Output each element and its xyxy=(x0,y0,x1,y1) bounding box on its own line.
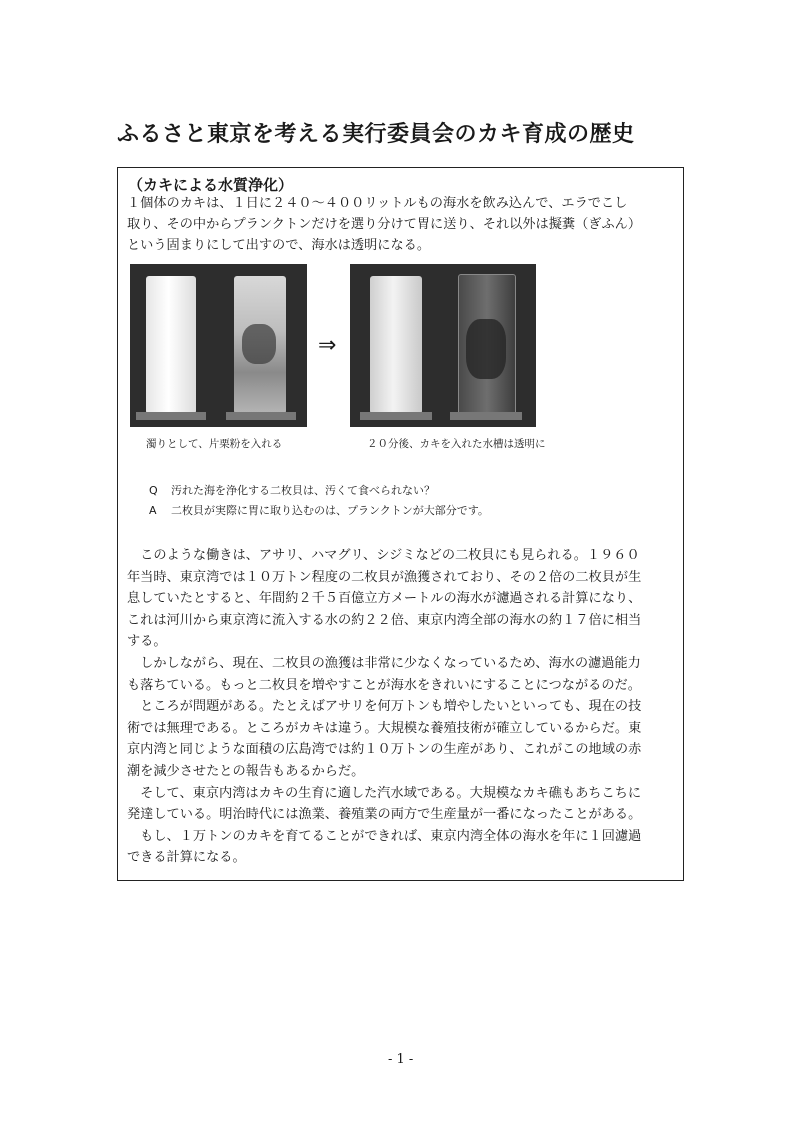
intro-line: １個体のカキは、１日に２４０～４００リットルもの海水を飲み込んで、エラでこし xyxy=(127,196,628,211)
tank-cloudy-right xyxy=(370,276,422,414)
body-line: 京内湾と同じような面積の広島湾では約１０万トンの生産があり、これがこの地域の赤 xyxy=(127,742,642,758)
tank-base xyxy=(226,412,296,420)
tank-cloudy-left xyxy=(146,276,196,414)
arrow-symbol: ⇒ xyxy=(318,333,337,358)
body-line: できる計算になる。 xyxy=(127,850,246,866)
body-line: 潮を減少させたとの報告もあるからだ。 xyxy=(127,763,365,779)
intro-line: という固まりにして出すので、海水は透明になる。 xyxy=(127,238,431,253)
answer-label: A xyxy=(149,504,157,517)
body-line: これは河川から東京湾に流入する水の約２２倍、東京内湾全部の海水の約１７倍に相当 xyxy=(127,612,642,628)
body-line: もし、１万トンのカキを育てることができれば、東京内湾全体の海水を年に１回濾過 xyxy=(127,828,642,844)
question-line xyxy=(149,482,435,498)
intro-paragraph xyxy=(127,193,675,256)
photo-after xyxy=(350,264,536,427)
page-title: ふるさと東京を考える実行委員会のカキ育成の歴史 xyxy=(117,122,635,147)
body-line: する。 xyxy=(127,634,167,650)
answer-text: 二枚貝が実際に胃に取り込むのは、プランクトンが大部分です。 xyxy=(171,504,489,517)
body-line: しかしながら、現在、二枚貝の漁獲は非常に少なくなっているため、海水の濾過能力 xyxy=(127,655,641,671)
caption-right: ２０分後、カキを入れた水槽は透明に xyxy=(367,438,546,450)
tank-base xyxy=(136,412,206,420)
photo-before xyxy=(130,264,307,427)
body-line: 息していたとすると、年間約２千５百億立方メートルの海水が濾過される計算になり、 xyxy=(127,591,642,607)
question-text: 汚れた海を浄化する二枚貝は、汚くて食べられない？ xyxy=(171,484,435,497)
body-line: 発達している。明治時代には漁業、養殖業の両方で生産量が一番になったことがある。 xyxy=(127,807,642,823)
body-line: このような働きは、アサリ、ハマグリ、シジミなどの二枚貝にも見られる。１９６０ xyxy=(127,548,640,563)
section-heading: （カキによる水質浄化） xyxy=(128,176,294,194)
tank-base xyxy=(360,412,432,420)
question-label: Q xyxy=(149,484,158,497)
tank-base xyxy=(450,412,522,420)
oysters-cluster xyxy=(242,324,276,364)
intro-line: 取り、その中からプランクトンだけを選り分けて胃に送り、それ以外は擬糞（ぎふん） xyxy=(127,217,642,232)
body-line: そして、東京内湾はカキの生育に適した汽水域である。大規模なカキ礁もあちこちに xyxy=(127,785,642,801)
body-line: も落ちている。もっと二枚貝を増やすことが海水をきれいにすることにつながるのだ。 xyxy=(127,677,641,693)
answer-line xyxy=(149,502,489,518)
page-number: - 1 - xyxy=(388,1052,414,1067)
body-line: 年当時、東京湾では１０万トン程度の二枚貝が漁獲されており、その２倍の二枚貝が生 xyxy=(127,569,642,585)
caption-left: 濁りとして、片栗粉を入れる xyxy=(146,438,283,450)
body-line: ところが問題がある。たとえばアサリを何万トンも増やしたいといっても、現在の技 xyxy=(127,699,642,715)
oysters-cluster xyxy=(466,319,506,379)
body-paragraphs xyxy=(127,545,675,869)
body-line: 術では無理である。ところがカキは違う。大規模な養殖技術が確立しているからだ。東 xyxy=(127,720,642,736)
